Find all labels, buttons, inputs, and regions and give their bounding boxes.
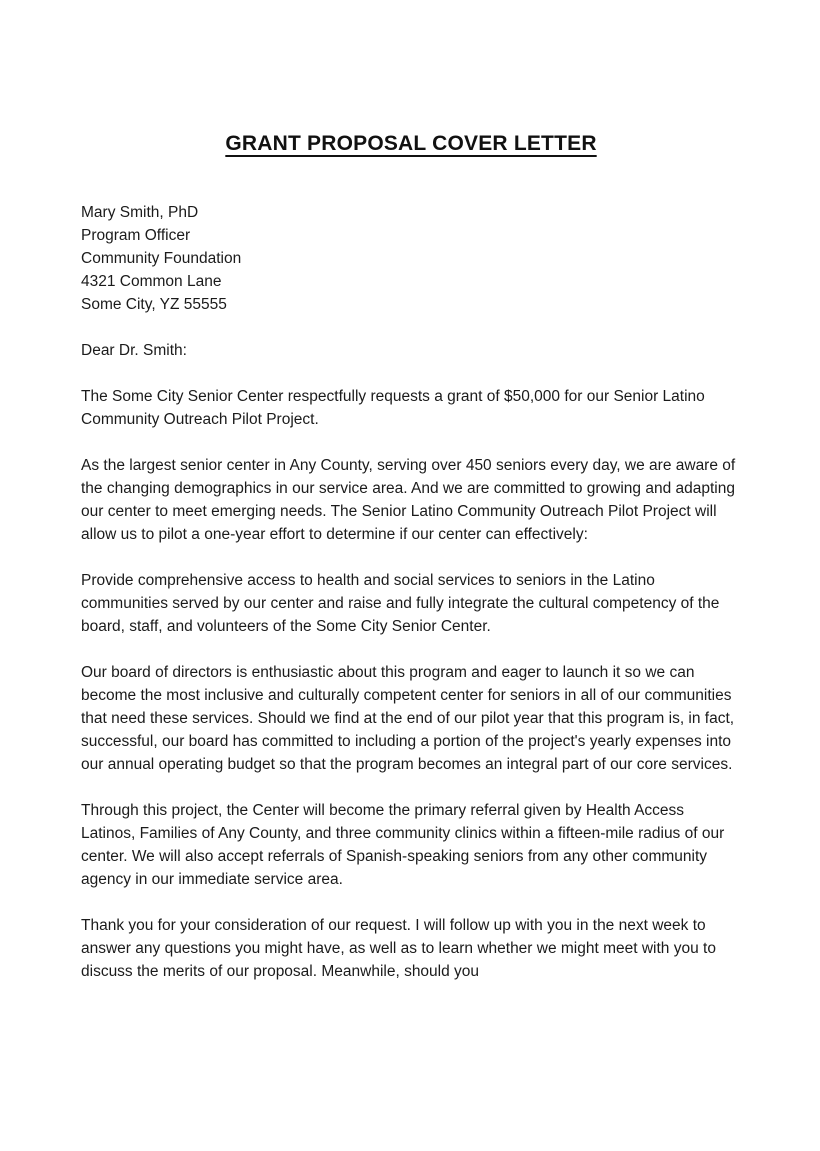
address-line-city-state-zip: Some City, YZ 55555 xyxy=(81,296,227,313)
page-title: GRANT PROPOSAL COVER LETTER xyxy=(225,132,597,155)
body-paragraph-3: Provide comprehensive access to health and social services to seniors in the Latino communities served by our center and raise and fully integrate the cultural competency of the board, staff, and volunteers of the Some City Senior Center. xyxy=(81,572,720,635)
body-paragraph-5: Through this project, the Center will become the primary referral given by Health Access Latinos, Families of Any County, and three community clinics within a fifteen-mile radius of our center. We will also accept referrals of Spanish-speaking seniors from any other community agency in our immediate service area. xyxy=(81,802,725,888)
recipient-address-block xyxy=(81,157,741,316)
body-paragraph-4: Our board of directors is enthusiastic about this program and eager to launch it so we can become the most inclusive and culturally competent center for seniors in all of our communities that need these services. Should we find at the end of our pilot year that this program is, in fact, successful, our board has committed to including a portion of the project's yearly expenses into our annual operating budget so that the program becomes an integral part of our core services. xyxy=(81,664,735,773)
salutation: Dear Dr. Smith: xyxy=(81,342,187,359)
body-paragraph-1: The Some City Senior Center respectfully requests a grant of $50,000 for our Senior Latino Community Outreach Pilot Project. xyxy=(81,388,705,428)
address-line-title: Program Officer xyxy=(81,227,191,244)
address-line-name: Mary Smith, PhD xyxy=(81,204,199,221)
address-line-organization: Community Foundation xyxy=(81,250,242,267)
body-paragraph-6: Thank you for your consideration of our request. I will follow up with you in the next week to answer any questions you might have, as well as to learn whether we might meet with you to discuss the merits of our proposal. Meanwhile, should you xyxy=(81,917,716,980)
address-line-street: 4321 Common Lane xyxy=(81,273,222,290)
body-paragraph-2: As the largest senior center in Any County, serving over 450 seniors every day, we are aware of the changing demographics in our service area. And we are committed to growing and adapting our center to meet emerging needs. The Senior Latino Community Outreach Pilot Project will allow us to pilot a one-year effort to determine if our center can effectively: xyxy=(81,457,736,543)
document-body xyxy=(81,0,741,983)
